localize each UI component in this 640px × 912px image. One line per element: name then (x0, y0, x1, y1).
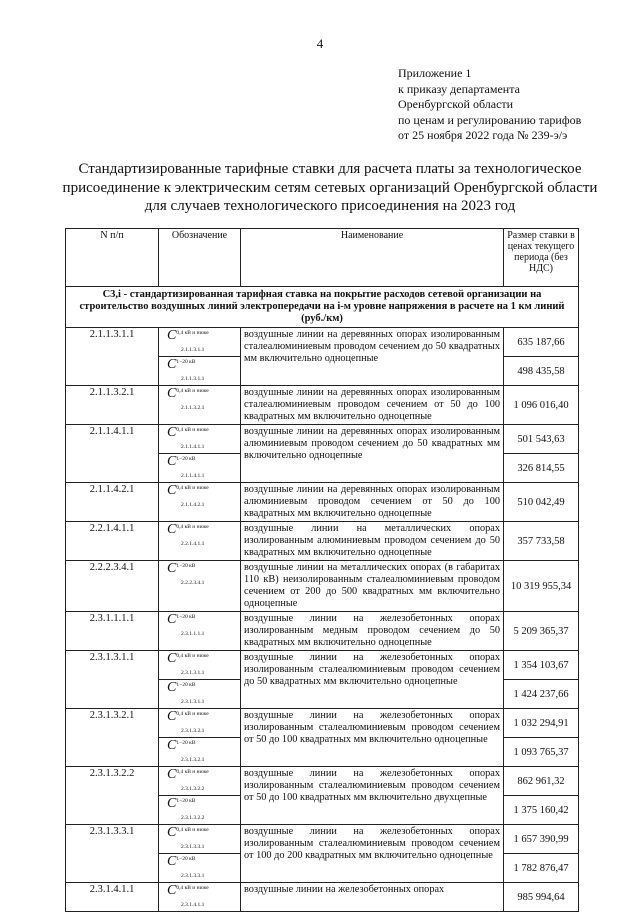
section-row (66, 287, 579, 328)
rate-value: 326 814,55 (504, 454, 579, 483)
appendix-block (398, 66, 581, 144)
row-description: воздушные линии на железобетонных опорах изолированным медным проводом сечением до 50 квадратных мм включительно одноцепные (241, 612, 504, 651)
rate-symbol (159, 386, 241, 425)
rate-letter: C (167, 483, 177, 498)
row-description: воздушные линии на металлических опорах (в габаритах 110 кВ) неизолированным сталеалюминиевым проводом сечением от 200 до 500 квадратных мм включительно одноцепные (241, 561, 504, 612)
row-description: воздушные линии на деревянных опорах изолированным алюминиевым проводом сечением до 50 квадратных мм включительно одноцепные (241, 425, 504, 483)
row-number: 2.1.1.3.2.1 (66, 386, 159, 425)
table-row (66, 651, 579, 680)
rate-symbol (159, 883, 241, 912)
section-title: C3,i - стандартизированная тарифная ставка на покрытие расходов сетевой организации на строительство воздушных линий электропередачи на i-м уровне напряжения в расчете на 1 км линий (руб./км) (66, 287, 579, 328)
rate-symbol (159, 854, 241, 883)
rate-symbol (159, 709, 241, 738)
rate-letter: C (167, 738, 177, 753)
voltage-level: 1−20 кВ (176, 456, 196, 462)
rate-letter: C (167, 825, 177, 840)
rate-index: 2.2.1.4.1.1 (181, 541, 205, 547)
rate-value: 510 042,49 (504, 483, 579, 522)
rate-value: 1 354 103,67 (504, 651, 579, 680)
appendix-line: к приказу департамента (398, 81, 520, 96)
table-row (66, 425, 579, 454)
voltage-level: 0,4 кВ и ниже (176, 427, 209, 433)
rate-symbol (159, 357, 241, 386)
rate-value: 501 543,63 (504, 425, 579, 454)
row-description: воздушные линии на деревянных опорах изолированным сталеалюминиевым проводом сечением до 50 квадратных мм включительно одноцепные (241, 328, 504, 386)
rate-symbol (159, 651, 241, 680)
rate-symbol (159, 483, 241, 522)
rate-index: 2.3.1.3.2.2 (181, 786, 205, 792)
table-row (66, 328, 579, 357)
rate-letter: C (167, 328, 177, 343)
voltage-level: 0,4 кВ и ниже (176, 885, 209, 891)
row-number: 2.2.1.4.1.1 (66, 522, 159, 561)
voltage-level: 0,4 кВ и ниже (176, 653, 209, 659)
page-number: 4 (316, 36, 324, 51)
table-row (66, 483, 579, 522)
table-body (66, 328, 579, 912)
row-number: 2.2.2.3.4.1 (66, 561, 159, 612)
rate-index: 2.1.1.3.1.1 (181, 347, 205, 353)
table-header-row (66, 229, 579, 287)
voltage-level: 1−20 кВ (176, 798, 196, 804)
rate-value: 1 782 876,47 (504, 854, 579, 883)
appendix-line: Приложение 1 (398, 66, 472, 80)
rate-index: 2.1.1.4.1.1 (181, 473, 205, 479)
row-number: 2.3.1.4.1.1 (66, 883, 159, 912)
appendix-line: по ценам и регулированию тарифов (398, 112, 582, 127)
rate-index: 2.3.1.3.2.2 (181, 815, 205, 821)
row-number: 2.3.1.1.1.1 (66, 612, 159, 651)
rate-index: 2.1.1.4.1.1 (181, 444, 205, 450)
row-description: воздушные линии на деревянных опорах изолированным алюминиевым проводом сечением от 50 до 100 квадратных мм включительно одноцепные (241, 483, 504, 522)
rate-symbol (159, 767, 241, 796)
row-number: 2.3.1.3.2.2 (66, 767, 159, 825)
table-row (66, 883, 579, 912)
rate-letter: C (167, 454, 177, 469)
row-number: 2.3.1.3.1.1 (66, 651, 159, 709)
row-description: воздушные линии на железобетонных опорах (241, 883, 504, 912)
rate-letter: C (167, 357, 177, 372)
rate-index: 2.3.1.3.1.1 (181, 670, 205, 676)
row-number: 2.1.1.3.1.1 (66, 328, 159, 386)
row-number: 2.3.1.3.2.1 (66, 709, 159, 767)
rate-letter: C (167, 767, 177, 782)
voltage-level: 1−20 кВ (176, 359, 196, 365)
rate-index: 2.3.1.3.2.1 (181, 728, 205, 734)
rate-value: 498 435,58 (504, 357, 579, 386)
voltage-level: 0,4 кВ и ниже (176, 827, 209, 833)
rate-symbol (159, 454, 241, 483)
rate-value: 635 187,66 (504, 328, 579, 357)
voltage-level: 1−20 кВ (176, 740, 196, 746)
rate-index: 2.1.1.3.2.1 (181, 405, 205, 411)
appendix-line: от 25 ноября 2022 года № 239-э/э (398, 128, 568, 142)
rate-value: 1 375 160,42 (504, 796, 579, 825)
rate-letter: C (167, 386, 177, 401)
rate-symbol (159, 738, 241, 767)
rate-index: 2.3.1.3.2.1 (181, 757, 205, 763)
table-row (66, 522, 579, 561)
rate-index: 2.1.1.3.1.1 (181, 376, 205, 382)
table-row (66, 561, 579, 612)
header-code: Обозначение (159, 229, 241, 287)
header-value: Размер ставки в ценах текущего периода (без НДС) (504, 229, 579, 287)
voltage-level: 1−20 кВ (176, 856, 196, 862)
row-description: воздушные линии на железобетонных опорах изолированным сталеалюминиевым проводом сечением до 50 квадратных мм включительно одноцепные (241, 651, 504, 709)
row-description: воздушные линии на деревянных опорах изолированным сталеалюминиевым проводом сечением от 50 до 100 квадратных мм включительно одноцепные (241, 386, 504, 425)
voltage-level: 0,4 кВ и ниже (176, 388, 209, 394)
rate-value: 357 733,58 (504, 522, 579, 561)
rate-letter: C (167, 883, 177, 898)
row-description: воздушные линии на металлических опорах изолированным алюминиевым проводом сечением до 50 квадратных мм включительно одноцепные (241, 522, 504, 561)
voltage-level: 1−20 кВ (176, 614, 196, 620)
table-row (66, 709, 579, 738)
rate-symbol (159, 561, 241, 612)
table-row (66, 386, 579, 425)
header-name: Наименование (241, 229, 504, 287)
rate-letter: C (167, 796, 177, 811)
rate-symbol (159, 796, 241, 825)
voltage-level: 0,4 кВ и ниже (176, 711, 209, 717)
rate-symbol (159, 328, 241, 357)
rate-index: 2.2.2.3.4.1 (181, 580, 205, 586)
rate-letter: C (167, 709, 177, 724)
voltage-level: 0,4 кВ и ниже (176, 769, 209, 775)
rate-letter: C (167, 561, 177, 576)
voltage-level: 0,4 кВ и ниже (176, 485, 209, 491)
rate-value: 5 209 365,37 (504, 612, 579, 651)
rate-symbol (159, 680, 241, 709)
tariff-table (65, 228, 579, 912)
rate-symbol (159, 522, 241, 561)
rate-letter: C (167, 522, 177, 537)
table-row (66, 767, 579, 796)
rate-letter: C (167, 651, 177, 666)
rate-value: 985 994,64 (504, 883, 579, 912)
voltage-level: 0,4 кВ и ниже (176, 524, 209, 530)
row-number: 2.3.1.3.3.1 (66, 825, 159, 883)
rate-letter: C (167, 425, 177, 440)
rate-index: 2.3.1.4.1.1 (181, 902, 205, 908)
rate-letter: C (167, 854, 177, 869)
row-number: 2.1.1.4.1.1 (66, 425, 159, 483)
rate-letter: C (167, 612, 177, 627)
rate-value: 862 961,32 (504, 767, 579, 796)
rate-value: 1 096 016,40 (504, 386, 579, 425)
rate-value: 1 093 765,37 (504, 738, 579, 767)
document-title: Стандартизированные тарифные ставки для расчета платы за технологическое присоединение к электрическим сетям сетевых организаций Оренбургской области для случаев технологического присоединения на 2023 год (62, 161, 598, 214)
rate-value: 1 657 390,99 (504, 825, 579, 854)
voltage-level: 1−20 кВ (176, 563, 196, 569)
row-description: воздушные линии на железобетонных опорах изолированным сталеалюминиевым проводом сечением от 100 до 200 квадратных мм включительно одноцепные (241, 825, 504, 883)
rate-index: 2.1.1.4.2.1 (181, 502, 205, 508)
row-description: воздушные линии на железобетонных опорах изолированным сталеалюминиевым проводом сечением от 50 до 100 квадратных мм включительно двухцепные (241, 767, 504, 825)
row-description: воздушные линии на железобетонных опорах изолированным сталеалюминиевым проводом сечением от 50 до 100 квадратных мм включительно одноцепные (241, 709, 504, 767)
rate-index: 2.3.1.1.1.1 (181, 631, 205, 637)
rate-value: 1 032 294,91 (504, 709, 579, 738)
table-row (66, 825, 579, 854)
rate-value: 1 424 237,66 (504, 680, 579, 709)
rate-index: 2.3.1.3.3.1 (181, 873, 205, 879)
rate-index: 2.3.1.3.1.1 (181, 699, 205, 705)
row-number: 2.1.1.4.2.1 (66, 483, 159, 522)
table-row (66, 612, 579, 651)
rate-symbol (159, 825, 241, 854)
rate-letter: C (167, 680, 177, 695)
voltage-level: 1−20 кВ (176, 682, 196, 688)
voltage-level: 0,4 кВ и ниже (176, 330, 209, 336)
rate-symbol (159, 612, 241, 651)
appendix-line: Оренбургской области (398, 97, 514, 111)
rate-symbol (159, 425, 241, 454)
rate-value: 10 319 955,34 (504, 561, 579, 612)
rate-index: 2.3.1.3.3.1 (181, 844, 205, 850)
header-num: N п/п (66, 229, 159, 287)
